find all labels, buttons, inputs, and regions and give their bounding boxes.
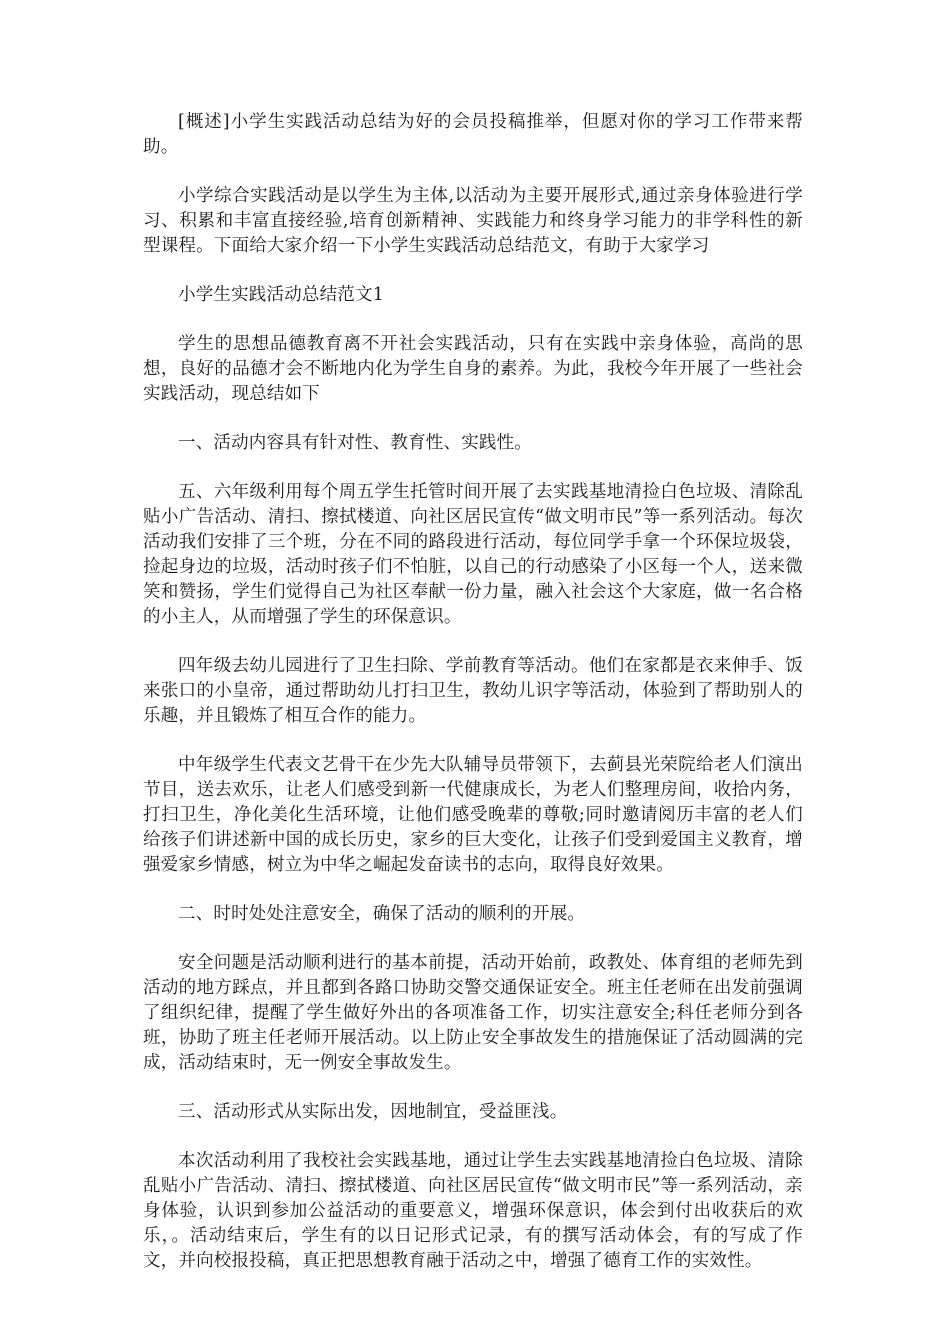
heading-three: 三、活动形式从实际出发，因地制宜，受益匪浅。 [178,1102,568,1122]
body-paragraph: 中年级学生代表文艺骨干在少先大队辅导员带领下，去蓟县光荣院给老人们演出节目，送去欢乐，让老人们感受到新一代健康成长，为老人们整理房间，收拾内务，打扫卫生，净化美化生活环境，让他们感受晚辈的尊敬;同时邀请阅历丰富的老人们给孩子们讲述新中国的成长历史，家乡的巨大变化，让孩子们受到爱国主义教育，增强爱家乡情感，树立为中华之崛起发奋读书的志向，取得良好效果。 [143,755,803,875]
body-paragraph: 本次活动利用了我校社会实践基地，通过让学生去实践基地清捡白色垃圾、清除乱贴小广告活动、清扫、擦拭楼道、向社区居民宣传“做文明市民”等一系列活动，亲身体验，认识到参加公益活动的重要意义，增强环保意识，体会到付出收获后的欢乐，。活动结束后，学生有的以日记形式记录，有的撰写活动体会，有的写成了作文，并向校报投稿，真正把思想教育融于活动之中，增强了德育工作的实效性。 [143,1151,803,1271]
heading-one: 一、活动内容具有针对性、教育性、实践性。 [178,433,532,453]
body-paragraph: 学生的思想品德教育离不开社会实践活动，只有在实践中亲身体验，高尚的思想，良好的品德才会不断地内化为学生自身的素养。为此，我校今年开展了一些社会实践活动，现总结如下 [143,334,803,404]
heading-two: 二、时时处处注意安全，确保了活动的顺利的开展。 [178,904,586,924]
body-paragraph: 安全问题是活动顺利进行的基本前提，活动开始前，政教处、体育组的老师先到活动的地方踩点，并且都到各路口协助交警交通保证安全。班主任老师在出发前强调了组织纪律，提醒了学生做好外出的各项准备工作，切实注意安全;科任老师分到各班，协助了班主任老师开展活动。以上防止安全事故发生的措施保证了活动圆满的完成，活动结束时，无一例安全事故发生。 [143,953,803,1073]
intro-paragraph: 小学综合实践活动是以学生为主体,以活动为主要开展形式,通过亲身体验进行学习、积累和丰富直接经验,培育创新精神、实践能力和终身学习能力的非学科性的新型课程。下面给大家介绍一下小学生实践活动总结范文，有助于大家学习 [143,186,803,256]
summary-paragraph: [概述]小学生实践活动总结为好的会员投稿推举，但愿对你的学习工作带来帮助。 [143,112,803,157]
body-paragraph: 四年级去幼儿园进行了卫生扫除、学前教育等活动。他们在家都是衣来伸手、饭来张口的小皇帝，通过帮助幼儿打扫卫生，教幼儿识字等活动，体验到了帮助别人的乐趣，并且锻炼了相互合作的能力。 [143,656,803,726]
document-body [143,110,803,1298]
section-title: 小学生实践活动总结范文1 [178,285,385,305]
body-paragraph: 五、六年级利用每个周五学生托管时间开展了去实践基地清捡白色垃圾、清除乱贴小广告活动、清扫、擦拭楼道、向社区居民宣传“做文明市民”等一系列活动。每次活动我们安排了三个班，分在不同的路段进行活动，每位同学手拿一个环保垃圾袋，捡起身边的垃圾，活动时孩子们不怕脏，以自己的行动感染了小区每一个人，送来微笑和赞扬，学生们觉得自己为社区奉献一份力量，融入社会这个大家庭，做一名合格的小主人，从而增强了学生的环保意识。 [143,482,803,627]
